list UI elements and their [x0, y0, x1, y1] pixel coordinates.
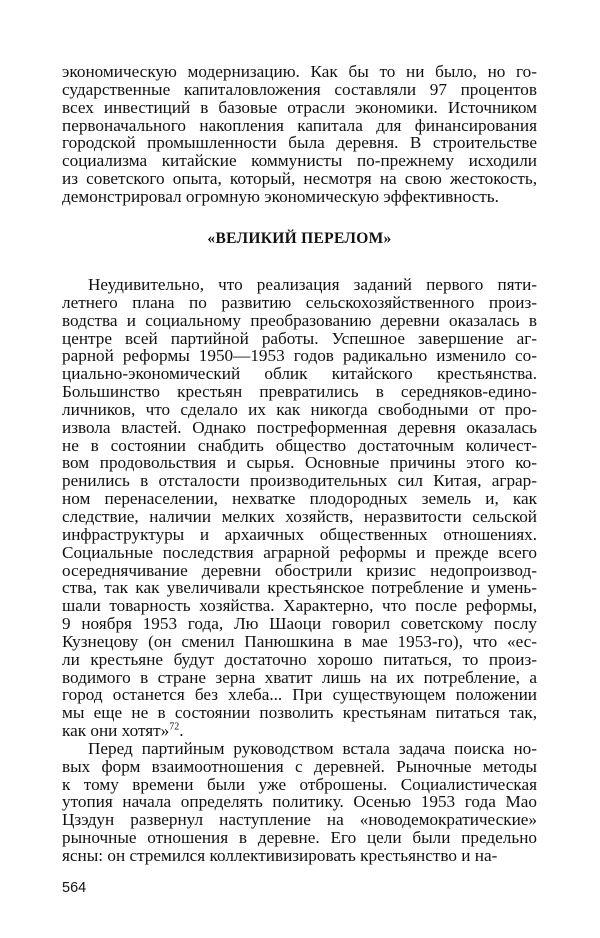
- text-line-content: Перед партийным руководством встала задача поиска но-: [88, 738, 537, 758]
- text-line-content: город останется без хлеба... При существующем положении: [62, 685, 537, 705]
- text-line-content: сударственные капиталовложения составляли 97 процентов: [62, 79, 537, 99]
- text-line-content: ли крестьяне будут достаточно хорошо питаться, то произ-: [62, 649, 537, 669]
- text-line: [62, 740, 537, 758]
- text-line-content: экономическую модернизацию. Как бы то ни было, но го-: [62, 62, 537, 81]
- text-line-content: утопия начала определять политику. Осенью 1953 года Мао: [62, 792, 537, 812]
- section-heading: «ВЕЛИКИЙ ПЕРЕЛОМ»: [207, 230, 392, 247]
- text-line: [62, 793, 537, 811]
- text-line: [62, 383, 537, 401]
- text-line-content: первоначального накопления капитала для финансирования: [62, 115, 537, 135]
- text-line-content: водства и социальному преобразованию деревни оказалась в: [62, 310, 537, 330]
- text-line-content: Цзэдун развернул наступление на «новодемократические»: [62, 810, 537, 830]
- text-line: [62, 117, 537, 135]
- text-line-content: извола властей. Однако постреформенная деревня оказалась: [62, 417, 537, 437]
- text-line-content: рарной реформы 1950—1953 годов радикально изменило со-: [62, 346, 537, 366]
- punctuation: .: [179, 721, 184, 741]
- text-line-content: как они хотят»: [62, 721, 170, 741]
- text-line: [62, 490, 537, 508]
- text-line: [62, 633, 537, 651]
- text-line: [62, 152, 537, 170]
- text-line-content: центре всей партийной работы. Успешное завершение аг-: [62, 328, 537, 348]
- text-line: [62, 544, 537, 562]
- text-line: [62, 437, 537, 455]
- text-line: [62, 579, 537, 597]
- text-line-content: личников, что сделало их как никогда свободными от про-: [62, 399, 537, 419]
- text-line-content: следствие, наличии мелких хозяйств, неразвитости сельской: [62, 506, 537, 526]
- text-line: [62, 758, 537, 776]
- text-line: [62, 134, 537, 152]
- text-line-content: рыночные отношения в деревне. Его цели были предельно: [62, 828, 537, 848]
- text-line: [62, 99, 537, 117]
- text-line: [62, 669, 537, 687]
- text-line-content: мы еще не в состоянии позволить крестьянам питаться так,: [62, 703, 537, 723]
- text-line-content: вых форм взаимоотношения с деревней. Рыночные методы: [62, 756, 537, 776]
- text-line: [62, 365, 537, 383]
- text-line-content: к тому времени были уже отброшены. Социалистическая: [62, 774, 537, 794]
- text-line: [62, 188, 537, 206]
- text-line: [62, 312, 537, 330]
- text-line: [62, 615, 537, 633]
- text-line: [62, 597, 537, 615]
- text-line: [62, 63, 537, 81]
- text-line: [62, 294, 537, 312]
- text-line: [62, 704, 537, 722]
- footnote-reference: 72: [169, 721, 180, 733]
- text-line: [62, 811, 537, 829]
- text-line-content: инфраструктуры и архаичных общественных отношениях.: [62, 524, 537, 544]
- text-line: [62, 562, 537, 580]
- text-line: [62, 526, 537, 544]
- text-line-content: 9 ноября 1953 года, Лю Шаоци говорил советскому послу: [62, 614, 537, 634]
- text-line: [62, 330, 537, 348]
- text-line: [62, 686, 537, 704]
- text-line: [62, 347, 537, 365]
- text-line-content: социализма китайские коммунисты по-прежнему исходили: [62, 151, 537, 171]
- text-line-content: ства, так как увеличивали крестьянское потребление и умень-: [62, 578, 537, 598]
- text-line: [62, 472, 537, 490]
- text-line-content: из советского опыта, который, несмотря на свою жестокость,: [62, 169, 537, 189]
- text-line-content: демонстрировал огромную экономическую эффективность.: [62, 186, 499, 206]
- text-line-content: ясны: он стремился коллективизировать крестьянство и на-: [62, 846, 498, 865]
- text-line: [62, 81, 537, 99]
- text-line: [62, 722, 537, 740]
- text-line: [62, 276, 537, 294]
- text-line-content: шали товарность хозяйства. Характерно, что после реформы,: [62, 596, 537, 616]
- paragraph-body: [62, 276, 537, 865]
- text-line-content: Большинство крестьян превратились в середняков-едино-: [62, 382, 537, 402]
- text-line-content: циально-экономический облик китайского крестьянства.: [62, 364, 537, 384]
- text-line-content: Социальные последствия аграрной реформы и прежде всего: [62, 542, 537, 562]
- text-line-content: ренились в отсталости производительных сил Китая, аграр-: [62, 471, 537, 491]
- text-line-content: осереднячивание деревни обострили кризис недопроизвод-: [62, 560, 537, 580]
- text-line: [62, 651, 537, 669]
- text-line-content: ном перенаселении, нехватке плодородных земель и, как: [62, 489, 537, 509]
- text-line-content: городской промышленности была деревня. В строительстве: [62, 133, 537, 153]
- text-line: [62, 829, 537, 847]
- page-number: 564: [62, 880, 87, 896]
- text-line: [62, 508, 537, 526]
- text-line-content: летнего плана по развитию сельскохозяйственного произ-: [62, 292, 537, 312]
- text-line: [62, 454, 537, 472]
- text-line-content: не в состоянии снабдить общество достаточным количест-: [62, 435, 537, 455]
- text-line-content: Кузнецову (он сменил Панюшкина в мае 1953-го), что «ес-: [62, 631, 537, 651]
- text-line: [62, 401, 537, 419]
- text-line-content: Неудивительно, что реализация заданий первого пяти-: [88, 275, 537, 294]
- paragraph-continuation: [62, 63, 537, 206]
- text-line: [62, 419, 537, 437]
- text-line-content: водимого в стране зерна хватит лишь на их потребление, а: [62, 667, 537, 687]
- text-line: [62, 170, 537, 188]
- text-line: [62, 847, 537, 865]
- text-line-content: всех инвестиций в базовые отрасли экономики. Источником: [62, 97, 537, 117]
- text-line-content: вом продовольствия и сырья. Основные причины этого ко-: [62, 453, 537, 473]
- text-line: [62, 776, 537, 794]
